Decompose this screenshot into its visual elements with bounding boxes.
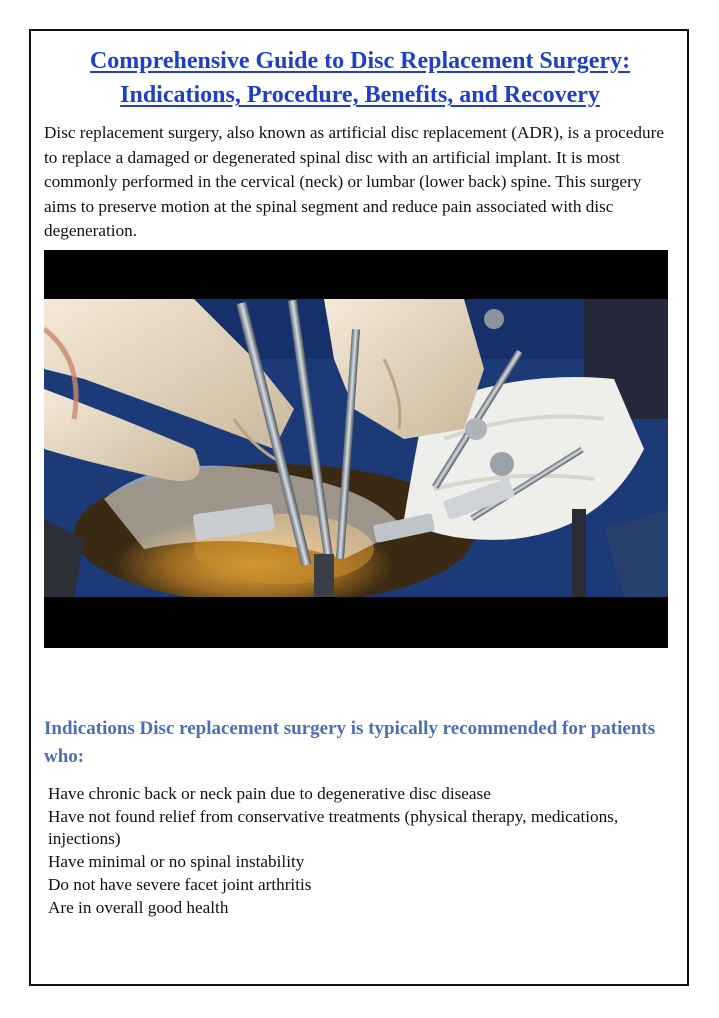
surgery-photo-illustration [44,299,668,597]
list-item: Have not found relief from conservative treatments (physical therapy, medications, injections) [48,806,619,849]
page-title: Comprehensive Guide to Disc Replacement Surgery: Indications, Procedure, Benefits, and Recovery [89,48,631,108]
list-item: Do not have severe facet joint arthritis [48,874,312,894]
intro-paragraph: Disc replacement surgery, also known as artificial disc replacement (ADR), is a procedure to replace a damaged or degenerated spinal disc with an artificial implant. It is most commonly performed in the cervical (neck) or lumbar (lower back) spine. This surgery aims to preserve motion at the spinal segment and reduce pain associated with disc degeneration. [44,123,664,241]
list-item: Have chronic back or neck pain due to degenerative disc disease [48,784,491,803]
list-item: Have minimal or no spinal instability [48,852,305,872]
surgery-photo [44,250,668,648]
indications-list [44,783,676,919]
indications-heading: Indications Disc replacement surgery is typically recommended for patients who: [44,718,656,767]
list-item: Are in overall good health [48,897,229,917]
